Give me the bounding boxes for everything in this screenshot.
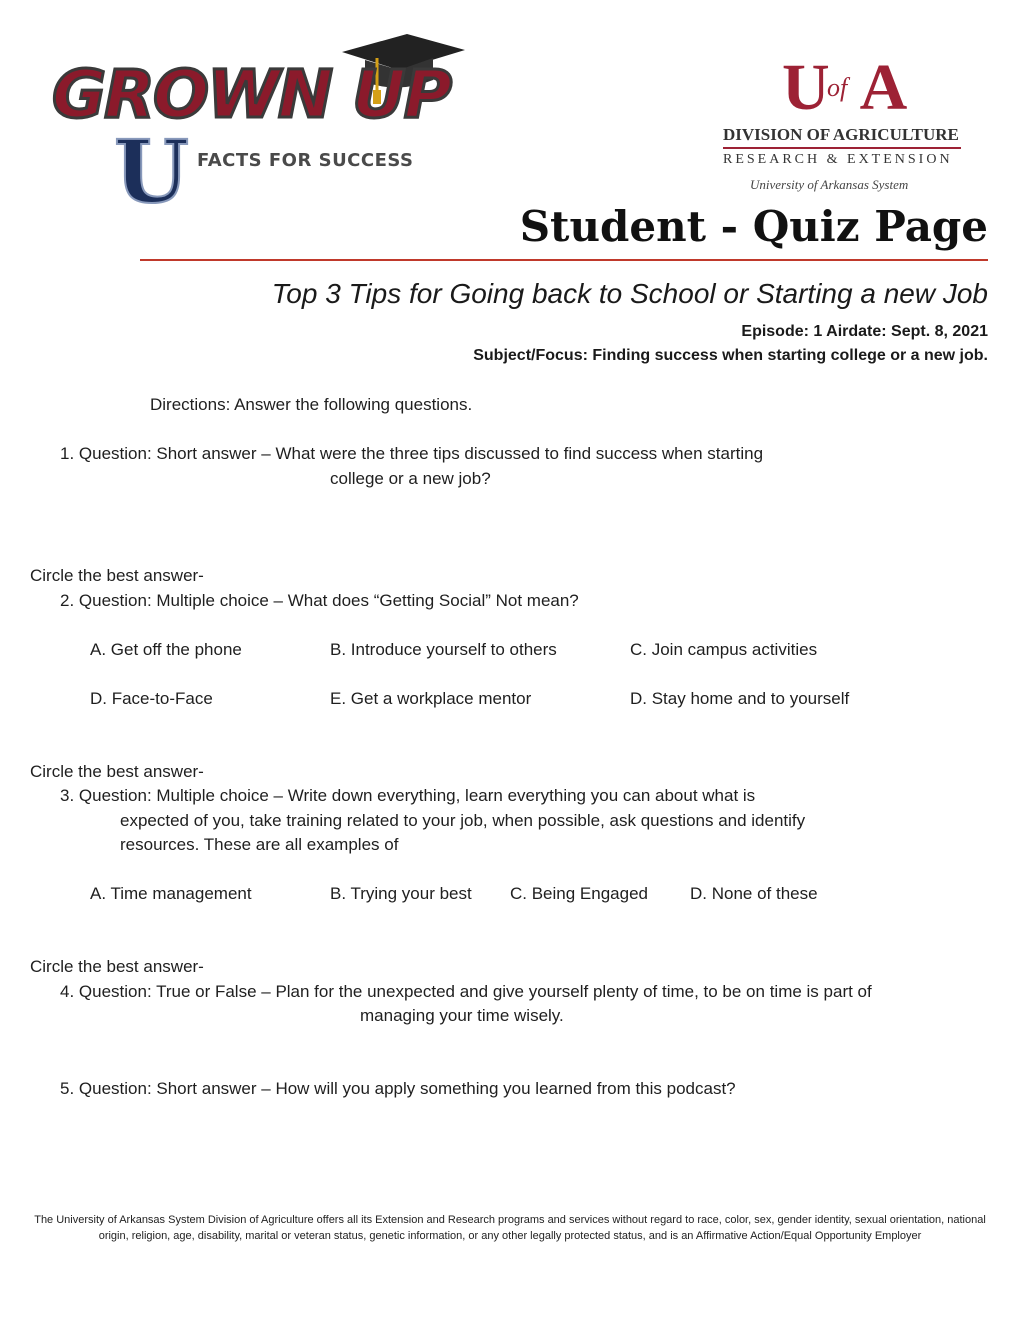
q3-option-a[interactable]: A. Time management bbox=[90, 884, 252, 903]
page-title: Student - Quiz Page bbox=[519, 202, 988, 251]
question-1-line-2: college or a new job? bbox=[330, 469, 491, 488]
grown-up-tagline: FACTS FOR SUCCESS bbox=[197, 150, 414, 171]
circle-prompt-q2: Circle the best answer- bbox=[30, 566, 204, 585]
q3-option-b[interactable]: B. Trying your best bbox=[330, 884, 472, 903]
q2-option-a[interactable]: A. Get off the phone bbox=[90, 640, 242, 659]
episode-airdate: Episode: 1 Airdate: Sept. 8, 2021 bbox=[741, 323, 988, 340]
directions: Directions: Answer the following questions. bbox=[150, 395, 473, 414]
q2-option-d[interactable]: D. Face-to-Face bbox=[90, 689, 213, 708]
logo-divider bbox=[723, 147, 961, 149]
title-divider bbox=[140, 259, 988, 261]
q2-option-e[interactable]: E. Get a workplace mentor bbox=[330, 689, 532, 708]
q3-option-c[interactable]: C. Being Engaged bbox=[510, 884, 648, 903]
footer-disclaimer: The University of Arkansas System Division of Agriculture offers all its Extension and Research programs and services without regard to race, color, sex, gender identity, sexual orientation, national origin, religion, age, disability, marital or veteran status, genetic information, or any other legally protected status, and is an Affirmative Action/Equal Opportunity Employer bbox=[34, 1214, 986, 1242]
uofa-mark-of: of bbox=[827, 73, 848, 102]
subject-focus: Subject/Focus: Finding success when starting college or a new job. bbox=[473, 347, 988, 364]
question-3-line-2: expected of you, take training related to your job, when possible, ask questions and identify bbox=[120, 811, 806, 830]
question-3-line-3: resources. These are all examples of bbox=[120, 835, 399, 854]
university-system: University of Arkansas System bbox=[750, 177, 909, 192]
q2-option-b[interactable]: B. Introduce yourself to others bbox=[330, 640, 557, 659]
question-5-line-1: 5. Question: Short answer – How will you apply something you learned from this podcast? bbox=[60, 1079, 736, 1098]
grown-up-u-letter: U bbox=[114, 122, 189, 223]
uofa-mark-u: U bbox=[782, 51, 826, 124]
q3-option-d[interactable]: D. None of these bbox=[690, 884, 818, 903]
circle-prompt-q3: Circle the best answer- bbox=[30, 762, 204, 781]
uofa-mark-a: A bbox=[859, 51, 904, 124]
question-3-line-1: 3. Question: Multiple choice – Write down everything, learn everything you can about what is bbox=[60, 786, 756, 805]
q2-option-f[interactable]: D. Stay home and to yourself bbox=[630, 689, 850, 708]
research-extension: RESEARCH & EXTENSION bbox=[723, 152, 953, 167]
question-1-line-1: 1. Question: Short answer – What were the three tips discussed to find success when starting bbox=[60, 444, 764, 463]
page-subtitle: Top 3 Tips for Going back to School or Starting a new Job bbox=[271, 278, 988, 309]
grown-up-u-logo bbox=[52, 30, 462, 223]
question-2-line-1: 2. Question: Multiple choice – What does “Getting Social” Not mean? bbox=[60, 591, 579, 610]
grown-up-wordmark: GROWN UP bbox=[52, 56, 451, 133]
division-of-agriculture: DIVISION OF AGRICULTURE bbox=[723, 125, 959, 144]
question-4-line-1: 4. Question: True or False – Plan for the unexpected and give yourself plenty of time, to be on time is part of bbox=[60, 982, 872, 1001]
q2-option-c[interactable]: C. Join campus activities bbox=[630, 640, 818, 659]
circle-prompt-q4: Circle the best answer- bbox=[30, 957, 204, 976]
question-4-line-2: managing your time wisely. bbox=[360, 1006, 564, 1025]
uofa-division-logo bbox=[720, 51, 965, 200]
